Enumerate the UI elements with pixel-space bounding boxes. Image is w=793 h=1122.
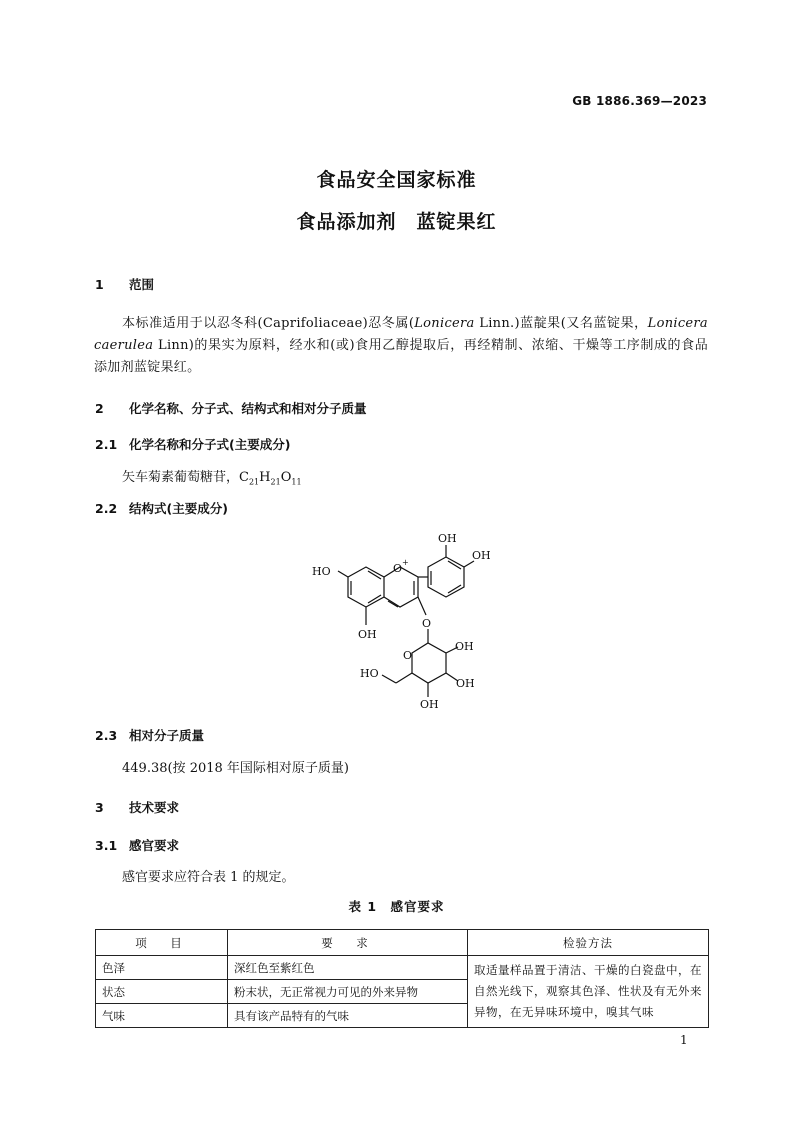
scope-species: Lonicera caerulea xyxy=(94,316,708,353)
section-title: 技术要求 xyxy=(129,800,180,815)
scope-text-1: 本标准适用于以忍冬科(Caprifoliaceae)忍冬属( xyxy=(122,316,415,331)
section-3-1-heading xyxy=(95,836,179,854)
cell-item: 气味 xyxy=(96,1004,228,1028)
cell-method: 取适量样品置于清洁、干燥的白瓷盘中，在自然光线下，观察其色泽、性状及有无外来异物，在无异味环境中，嗅其气味 xyxy=(468,956,709,1028)
section-2-1-heading xyxy=(95,435,290,453)
label-oh-top: OH xyxy=(438,532,457,545)
section-3-heading xyxy=(95,798,179,816)
section-2-heading xyxy=(95,399,367,417)
label-o-ring: O xyxy=(403,649,413,662)
ring-b xyxy=(428,557,464,597)
table-row xyxy=(96,956,709,980)
table-caption: 表 1 感官要求 xyxy=(348,899,445,914)
section-2-2-heading xyxy=(95,499,228,517)
label-oh-sugar-3: OH xyxy=(420,698,439,711)
formula-o: O xyxy=(280,470,292,485)
structural-formula xyxy=(300,525,520,715)
cell-item: 色泽 xyxy=(96,956,228,980)
label-oh-sugar-2: OH xyxy=(456,677,475,690)
scope-text-3: Linn)的果实为原料，经水和(或)食用乙醇提取后，再经精制、浓缩、干燥等工序制成的食品添加剂蓝锭果红。 xyxy=(94,338,708,375)
sugar-ring xyxy=(412,643,446,683)
scope-text-2: Linn.)蓝靛果(又名蓝锭果， xyxy=(474,316,648,331)
page-number: 1 xyxy=(680,1033,688,1047)
section-title: 感官要求 xyxy=(129,838,180,853)
section-number: 2 xyxy=(95,401,104,416)
scope-paragraph xyxy=(94,313,708,379)
section-number: 1 xyxy=(95,277,104,292)
cell-requirement: 深红色至紫红色 xyxy=(228,956,468,980)
formula-c: C xyxy=(239,470,249,485)
section-number: 3.1 xyxy=(95,838,118,853)
section-title: 相对分子质量 xyxy=(129,728,205,743)
molecular-mass: 449.38(按 2018 年国际相对原子质量) xyxy=(122,761,349,776)
standard-code: GB 1886.369—2023 xyxy=(572,94,707,108)
label-plus: + xyxy=(402,558,409,567)
header-item: 项 目 xyxy=(96,930,228,956)
formula-o-count: 11 xyxy=(291,477,302,487)
sensory-requirements-table xyxy=(95,929,709,1028)
document-title: 食品安全国家标准 xyxy=(316,169,477,191)
section-title: 化学名称、分子式、结构式和相对分子质量 xyxy=(129,401,367,416)
chemical-name: 矢车菊素葡萄糖苷， xyxy=(122,470,240,485)
label-oh-right: OH xyxy=(472,549,491,562)
header-method: 检验方法 xyxy=(468,930,709,956)
formula-h: H xyxy=(259,470,271,485)
sensory-requirement-text: 感官要求应符合表 1 的规定。 xyxy=(122,870,295,885)
label-ho-sugar: HO xyxy=(360,667,379,680)
document-subtitle: 食品添加剂 蓝锭果红 xyxy=(296,211,497,233)
label-o-link: O xyxy=(422,617,432,630)
section-title: 结构式(主要成分) xyxy=(129,501,228,516)
section-number: 2.1 xyxy=(95,437,118,452)
header-requirement: 要 求 xyxy=(228,930,468,956)
section-title: 化学名称和分子式(主要成分) xyxy=(129,437,291,452)
cell-requirement: 粉末状，无正常视力可见的外来异物 xyxy=(228,980,468,1004)
label-oh-sugar-1: OH xyxy=(455,640,474,653)
ring-a xyxy=(348,567,384,607)
scope-genus: Lonicera xyxy=(414,316,475,331)
formula-h-count: 21 xyxy=(270,477,281,487)
cell-item: 状态 xyxy=(96,980,228,1004)
section-title: 范围 xyxy=(129,277,155,292)
section-2-3-heading xyxy=(95,726,204,744)
label-ho-left: HO xyxy=(312,565,331,578)
section-1-heading xyxy=(95,275,154,293)
chemical-name-formula xyxy=(122,466,302,487)
label-oh-bottom: OH xyxy=(358,628,377,641)
section-number: 3 xyxy=(95,800,104,815)
table-header-row xyxy=(96,930,709,956)
cell-requirement: 具有该产品特有的气味 xyxy=(228,1004,468,1028)
label-o-plus: O xyxy=(393,562,403,575)
formula-c-count: 21 xyxy=(248,477,260,487)
section-number: 2.3 xyxy=(95,728,118,743)
section-number: 2.2 xyxy=(95,501,118,516)
